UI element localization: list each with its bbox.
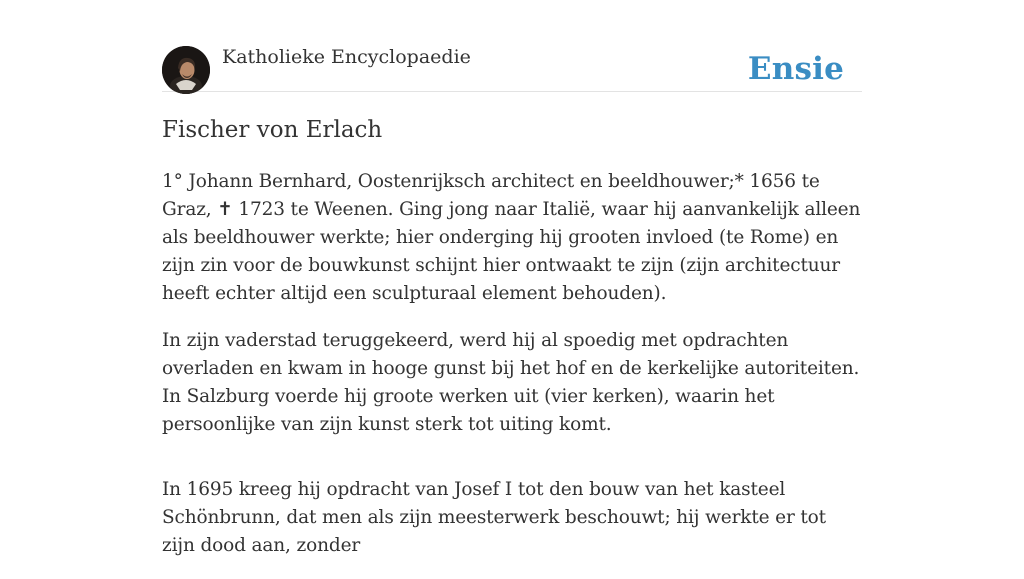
article-body (162, 168, 862, 579)
page-header (162, 0, 862, 92)
portrait-avatar-icon[interactable] (162, 46, 210, 94)
source-title[interactable]: Katholieke Encyclopaedie (222, 46, 471, 68)
article-title: Fischer von Erlach (162, 117, 383, 143)
article-page (162, 0, 862, 556)
brand-logo[interactable]: Ensie (747, 51, 844, 87)
article-paragraph: In 1695 kreeg hij opdracht van Josef I tot den bouw van het kasteel Schönbrunn, dat men als zijn meesterwerk beschouwt; hij werkte er tot zijn dood aan, zonder (162, 479, 826, 556)
article-paragraph: In zijn vaderstad teruggekeerd, werd hij al spoedig met opdrachten overladen en kwam in hooge gunst bij het hof en de kerkelijke autoriteiten. In Salzburg voerde hij groote werken uit (vier kerken), waarin het persoonlijke van zijn kunst sterk tot uiting komt. (162, 330, 860, 435)
article-paragraph: 1° Johann Bernhard, Oostenrijksch architect en beeldhouwer;* 1656 te Graz, ✝ 1723 te Weenen. Ging jong naar Italië, waar hij aanvankelijk alleen als beeldhouwer werkte; hier onderging hij grooten invloed (te Rome) en zijn zin voor de bouwkunst schijnt hier ontwaakt te zijn (zijn architectuur heeft echter altijd een sculpturaal element behouden). (162, 171, 861, 304)
